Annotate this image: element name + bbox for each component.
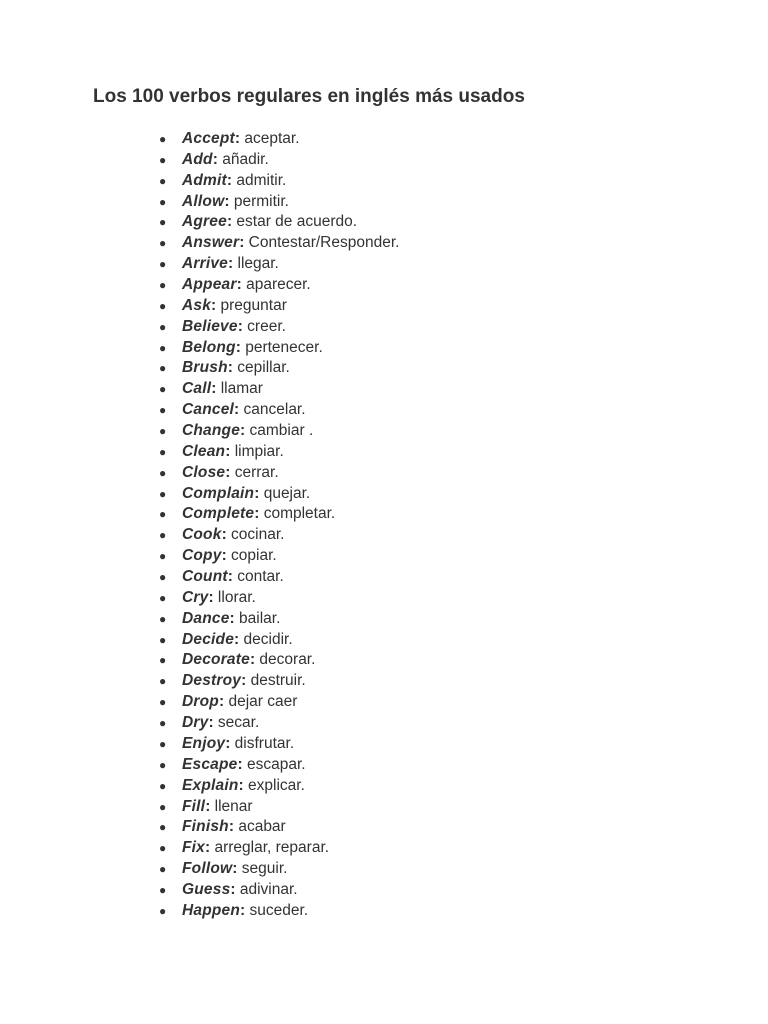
list-item (0, 859, 768, 880)
verb-translation: disfrutar. (230, 734, 295, 752)
verb-translation: acabar (234, 818, 286, 836)
bullet-icon: ● (159, 736, 167, 751)
bullet-icon: ● (159, 674, 167, 689)
verb-translation: suceder. (245, 901, 309, 919)
list-item (0, 338, 768, 359)
list-item (0, 588, 768, 609)
verb-separator: : (229, 609, 235, 627)
verb-term: Fill (182, 797, 206, 815)
verb-separator: : (211, 296, 217, 314)
bullet-icon: ● (159, 382, 167, 397)
verb-term: Believe (182, 317, 238, 335)
verb-separator: : (237, 755, 243, 773)
bullet-icon: ● (159, 716, 167, 731)
verb-translation: estar de acuerdo. (232, 213, 358, 231)
list-item (0, 504, 768, 525)
list-item (0, 713, 768, 734)
verb-translation: preguntar (216, 296, 287, 314)
verb-term: Add (182, 150, 213, 168)
verb-translation: pertenecer. (240, 338, 323, 356)
verb-term: Happen (182, 901, 241, 919)
verb-translation: Contestar/Responder. (244, 234, 400, 252)
verb-translation: contar. (232, 568, 284, 586)
bullet-icon: ● (159, 236, 167, 251)
verb-term: Escape (182, 755, 238, 773)
verb-separator: : (208, 588, 214, 606)
verb-translation: llamar (216, 380, 263, 398)
verb-term: Close (182, 463, 226, 481)
list-item (0, 692, 768, 713)
verb-term: Dry (182, 714, 209, 732)
bullet-icon: ● (159, 403, 167, 418)
bullet-icon: ● (159, 862, 167, 877)
verb-separator: : (234, 630, 240, 648)
bullet-icon: ● (159, 528, 167, 543)
list-item (0, 463, 768, 484)
bullet-icon: ● (159, 799, 167, 814)
list-item (0, 630, 768, 651)
verb-separator: : (249, 651, 256, 669)
page-title: Los 100 verbos regulares en inglés más usados (93, 86, 525, 107)
verb-separator: : (240, 901, 246, 919)
verb-separator: : (228, 818, 235, 836)
verb-term: Enjoy (182, 734, 226, 752)
verb-term: Drop (182, 693, 219, 711)
verb-translation: aparecer. (241, 276, 311, 294)
verb-term: Fix (182, 839, 205, 857)
list-item (0, 609, 768, 630)
list-item (0, 296, 768, 317)
bullet-icon: ● (159, 778, 167, 793)
verb-list (0, 129, 768, 922)
list-item (0, 484, 768, 505)
verb-translation: copiar. (226, 547, 277, 565)
verb-separator: : (225, 442, 231, 460)
verb-separator: : (237, 317, 243, 335)
verb-term: Explain (182, 776, 239, 794)
verb-separator: : (205, 839, 211, 857)
verb-term: Complain (182, 484, 255, 502)
bullet-icon: ● (159, 194, 167, 209)
verb-term: Cook (182, 526, 222, 544)
verb-separator: : (235, 338, 241, 356)
verb-separator: : (228, 255, 234, 273)
verb-separator: : (240, 422, 246, 440)
list-item (0, 880, 768, 901)
verb-separator: : (225, 734, 231, 752)
verb-separator: : (221, 547, 227, 565)
bullet-icon: ● (159, 486, 167, 501)
verb-term: Decorate (182, 651, 250, 669)
verb-separator: : (212, 150, 218, 168)
verb-translation: permitir. (229, 192, 289, 210)
verb-term: Arrive (182, 255, 229, 273)
verb-separator: : (236, 276, 242, 294)
bullet-icon: ● (159, 590, 167, 605)
list-item (0, 150, 768, 171)
verb-separator: : (254, 484, 260, 502)
list-item (0, 671, 768, 692)
bullet-icon: ● (159, 653, 167, 668)
verb-translation: cambiar . (245, 422, 314, 440)
list-item (0, 400, 768, 421)
verb-term: Answer (182, 234, 240, 252)
list-item (0, 233, 768, 254)
verb-separator: : (225, 463, 231, 481)
verb-term: Guess (182, 880, 231, 898)
verb-term: Finish (182, 818, 229, 836)
list-item (0, 129, 768, 150)
list-item (0, 317, 768, 338)
verb-term: Admit (182, 171, 227, 189)
verb-separator: : (208, 714, 214, 732)
bullet-icon: ● (159, 695, 167, 710)
bullet-icon: ● (159, 444, 167, 459)
verb-separator: : (241, 672, 247, 690)
list-item (0, 567, 768, 588)
bullet-icon: ● (159, 757, 167, 772)
bullet-icon: ● (159, 298, 167, 313)
bullet-icon: ● (159, 507, 167, 522)
verb-separator: : (226, 213, 233, 231)
verb-separator: : (218, 693, 225, 711)
verb-translation: llenar (210, 797, 253, 815)
list-item (0, 192, 768, 213)
verb-translation: cerrar. (230, 463, 279, 481)
list-item (0, 171, 768, 192)
verb-separator: : (227, 359, 233, 377)
verb-separator: : (239, 234, 245, 252)
verb-translation: aceptar. (240, 130, 300, 147)
verb-translation: explicar. (243, 776, 305, 794)
verb-translation: escapar. (242, 755, 306, 773)
bullet-icon: ● (159, 882, 167, 897)
verb-term: Clean (182, 442, 226, 460)
verb-term: Agree (182, 213, 227, 231)
bullet-icon: ● (159, 570, 167, 585)
list-item (0, 254, 768, 275)
verb-term: Destroy (182, 672, 242, 690)
list-item (0, 901, 768, 922)
verb-separator: : (226, 171, 233, 189)
bullet-icon: ● (159, 340, 167, 355)
verb-translation: limpiar. (230, 442, 284, 460)
verb-term: Brush (182, 359, 228, 377)
bullet-icon: ● (159, 611, 167, 626)
verb-term: Cancel (182, 401, 235, 419)
verb-translation: añadir. (217, 150, 269, 168)
list-item (0, 546, 768, 567)
verb-term: Dance (182, 609, 230, 627)
verb-separator: : (221, 526, 227, 544)
bullet-icon: ● (159, 361, 167, 376)
verb-translation: adivinar. (235, 880, 298, 898)
bullet-icon: ● (159, 132, 167, 146)
verb-term: Appear (182, 276, 237, 294)
verb-translation: decidir. (239, 630, 293, 648)
verb-translation: secar. (213, 714, 260, 732)
bullet-icon: ● (159, 903, 167, 918)
verb-translation: llorar. (213, 588, 256, 606)
verb-translation: cocinar. (226, 526, 285, 544)
verb-separator: : (232, 860, 238, 878)
bullet-icon: ● (159, 549, 167, 564)
verb-translation: quejar. (259, 484, 311, 502)
verb-separator: : (227, 568, 233, 586)
verb-translation: arreglar, reparar. (210, 839, 330, 857)
verb-term: Copy (182, 547, 222, 565)
verb-term: Complete (182, 505, 255, 523)
verb-separator: : (234, 130, 241, 147)
bullet-icon: ● (159, 173, 167, 188)
verb-term: Allow (182, 192, 225, 210)
bullet-icon: ● (159, 820, 167, 835)
list-item (0, 421, 768, 442)
bullet-icon: ● (159, 152, 167, 167)
verb-translation: cancelar. (239, 401, 306, 419)
bullet-icon: ● (159, 215, 167, 230)
verb-separator: : (224, 192, 230, 210)
bullet-icon: ● (159, 465, 167, 480)
list-item (0, 776, 768, 797)
bullet-icon: ● (159, 632, 167, 647)
verb-translation: cepillar. (232, 359, 290, 377)
list-item (0, 650, 768, 671)
verb-translation: dejar caer (224, 693, 298, 711)
verb-translation: admitir. (232, 171, 287, 189)
verb-translation: completar. (259, 505, 336, 523)
bullet-icon: ● (159, 257, 167, 272)
list-item (0, 442, 768, 463)
bullet-icon: ● (159, 319, 167, 334)
verb-separator: : (234, 401, 240, 419)
verb-separator: : (211, 380, 217, 398)
verb-term: Call (182, 380, 212, 398)
verb-translation: destruir. (246, 672, 306, 690)
verb-term: Change (182, 422, 241, 440)
list-item (0, 838, 768, 859)
verb-translation: llegar. (233, 255, 279, 273)
list-item (0, 797, 768, 818)
verb-separator: : (230, 880, 236, 898)
bullet-icon: ● (159, 841, 167, 856)
list-item (0, 755, 768, 776)
list-item (0, 525, 768, 546)
verb-translation: creer. (242, 317, 286, 335)
verb-term: Follow (182, 860, 233, 878)
verb-term: Ask (182, 296, 212, 314)
verb-term: Belong (182, 338, 236, 356)
verb-separator: : (238, 776, 244, 794)
list-item (0, 275, 768, 296)
bullet-icon: ● (159, 424, 167, 439)
verb-term: Accept (182, 130, 235, 147)
list-item (0, 212, 768, 233)
verb-term: Cry (182, 588, 209, 606)
list-item (0, 379, 768, 400)
verb-translation: seguir. (237, 860, 288, 878)
verb-translation: decorar. (255, 651, 316, 669)
list-item (0, 817, 768, 838)
verb-separator: : (254, 505, 260, 523)
list-item (0, 734, 768, 755)
verb-term: Count (182, 568, 228, 586)
bullet-icon: ● (159, 278, 167, 293)
verb-translation: bailar. (234, 609, 281, 627)
verb-separator: : (205, 797, 211, 815)
list-item (0, 358, 768, 379)
verb-term: Decide (182, 630, 235, 648)
